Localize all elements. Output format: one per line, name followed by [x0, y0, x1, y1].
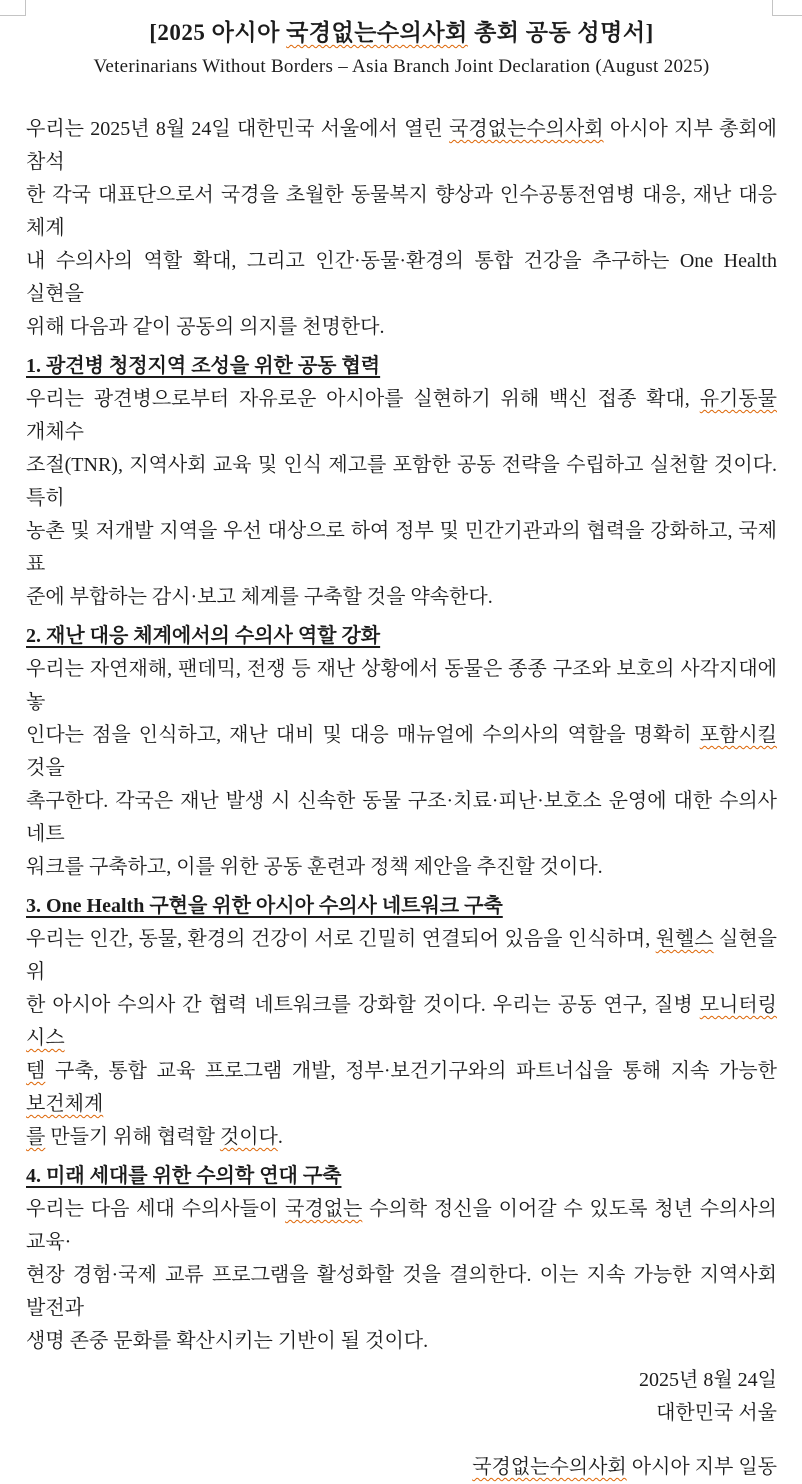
text-line: [26, 515, 777, 581]
text-run: 우리는 인간, 동물, 환경의 건강이 서로 긴밀히 연결되어 있음을 인식하며,: [26, 928, 656, 950]
text-run: 준에 부합하는 감시·보고 체계를 구축할 것을 약속한다.: [26, 586, 493, 608]
text-line: [26, 245, 777, 311]
page-margin-corner-top-left-icon: [0, 0, 26, 16]
text-run: 수의학 정신을 이어갈 수 있도록 청년 수의사의 교육·: [26, 1198, 777, 1253]
text-run: [2025 아시아: [149, 20, 287, 45]
page-margin-corner-top-right-icon: [772, 0, 802, 16]
document-section: [26, 620, 777, 884]
section-heading: [26, 350, 777, 383]
misspelled-word: 모니터링: [699, 994, 777, 1016]
text-run: 한 각국 대표단으로서 국경을 초월한 동물복지 향상과 인수공통전염병 대응, 재난 대응 체계: [26, 184, 777, 239]
misspelled-word: 국경없는수의사회: [449, 118, 604, 140]
document-title: [26, 16, 777, 50]
section-heading-text: 4. 미래 세대를 위한 수의학 연대 구축: [26, 1165, 342, 1187]
text-run: 한 아시아 수의사 간 협력 네트워크를 강화할 것이다. 우리는 공동 연구, 질병: [26, 994, 700, 1016]
text-line: [26, 785, 777, 851]
declaration-location: 대한민국 서울: [656, 1402, 777, 1424]
text-line: [26, 1055, 777, 1121]
text-line: [26, 653, 777, 719]
text-line: [26, 1193, 777, 1259]
text-run: 실현을 위: [26, 928, 778, 983]
section-heading: [26, 890, 777, 923]
section-heading-text: 1. 광견병 청정지역 조성을 위한 공동 협력: [26, 355, 381, 377]
misspelled-word: 템: [26, 1060, 46, 1082]
document-body: [26, 113, 777, 1358]
text-line: [26, 383, 777, 449]
text-line: [26, 113, 777, 179]
misspelled-word: 포함시킬: [699, 724, 777, 746]
misspelled-word: 국경없는수의사회: [286, 20, 468, 45]
text-run: 우리는 자연재해, 팬데믹, 전쟁 등 재난 상황에서 동물은 종종 구조와 보호의 사각지대에 놓: [26, 658, 777, 713]
text-run: 총회 공동 성명서]: [467, 20, 654, 45]
intro-paragraph: [26, 113, 777, 344]
text-run: 조절(TNR), 지역사회 교육 및 인식 제고를 포함한 공동 전략을 수립하고 실천할 것이다. 특히: [26, 454, 777, 509]
misspelled-word: 원헬스: [655, 928, 714, 950]
text-run: 아시아 지부 일동: [626, 1456, 777, 1478]
text-run: 우리는 광견병으로부터 자유로운 아시아를 실현하기 위해 백신 접종 확대,: [26, 388, 700, 410]
text-run: .: [277, 1126, 283, 1148]
document-section: [26, 350, 777, 614]
signature-line: [26, 1451, 777, 1484]
text-line: [26, 1121, 777, 1154]
text-line: [26, 851, 777, 884]
text-run: 인다는 점을 인식하고, 재난 대비 및 대응 매뉴얼에 수의사의 역할을 명확히: [26, 724, 700, 746]
text-run: 워크를 구축하고, 이를 위한 공동 훈련과 정책 제안을 추진할 것이다.: [26, 856, 603, 878]
text-run: 구축, 통합 교육 프로그램 개발, 정부·보건기구와의 파트너십을 통해 지속 가능한: [45, 1060, 777, 1082]
text-line: [26, 581, 777, 614]
text-line: [26, 311, 777, 344]
text-run: 우리는 2025년 8월 24일 대한민국 서울에서 열린: [26, 118, 450, 140]
text-line: [26, 989, 777, 1055]
document-footer: [26, 1364, 777, 1484]
text-run: 우리는 다음 세대 수의사들이: [26, 1198, 286, 1220]
text-line: [26, 1325, 777, 1358]
text-run: 농촌 및 저개발 지역을 우선 대상으로 하여 정부 및 민간기관과의 협력을 강화하고, 국제 표: [26, 520, 777, 575]
document-section: [26, 890, 777, 1154]
section-heading-text: 3. One Health 구현을 위한 아시아 수의사 네트워크 구축: [26, 895, 503, 917]
misspelled-word: 국경없는수의사회: [472, 1456, 627, 1478]
document-section: [26, 1160, 777, 1358]
text-run: 내 수의사의 역할 확대, 그리고 인간·동물·환경의 통합 건강을 추구하는 One Health 실현을: [26, 250, 777, 305]
text-line: [26, 179, 777, 245]
text-line: [26, 923, 777, 989]
section-heading: [26, 1160, 777, 1193]
text-run: 생명 존중 문화를 확산시키는 기반이 될 것이다.: [26, 1330, 429, 1352]
section-heading-text: 2. 재난 대응 체계에서의 수의사 역할 강화: [26, 625, 381, 647]
document-subtitle: Veterinarians Without Borders – Asia Branch Joint Declaration (August 2025): [93, 56, 710, 77]
text-run: 아시아 지부 총회에 참석: [26, 118, 777, 173]
text-run: 개체수: [26, 421, 84, 443]
text-line: [26, 719, 777, 785]
section-heading: [26, 620, 777, 653]
misspelled-word: 국경없는: [285, 1198, 363, 1220]
misspelled-word: 시스: [26, 1027, 65, 1049]
declaration-date: 2025년 8월 24일: [639, 1369, 777, 1391]
misspelled-word: 를: [26, 1126, 46, 1148]
text-run: 현장 경험·국제 교류 프로그램을 활성화할 것을 결의한다. 이는 지속 가능한 지역사회 발전과: [26, 1264, 777, 1319]
text-run: 촉구한다. 각국은 재난 발생 시 신속한 동물 구조·치료·피난·보호소 운영에 대한 수의사 네트: [26, 790, 777, 845]
text-run: 것을: [26, 757, 65, 779]
misspelled-word: 것이다: [219, 1126, 278, 1148]
text-run: 만들기 위해 협력할: [45, 1126, 220, 1148]
text-line: [26, 1259, 777, 1325]
text-run: 위해 다음과 같이 공동의 의지를 천명한다.: [26, 316, 385, 338]
misspelled-word: 유기동물: [699, 388, 777, 410]
text-line: [26, 449, 777, 515]
misspelled-word: 보건체계: [26, 1093, 104, 1115]
